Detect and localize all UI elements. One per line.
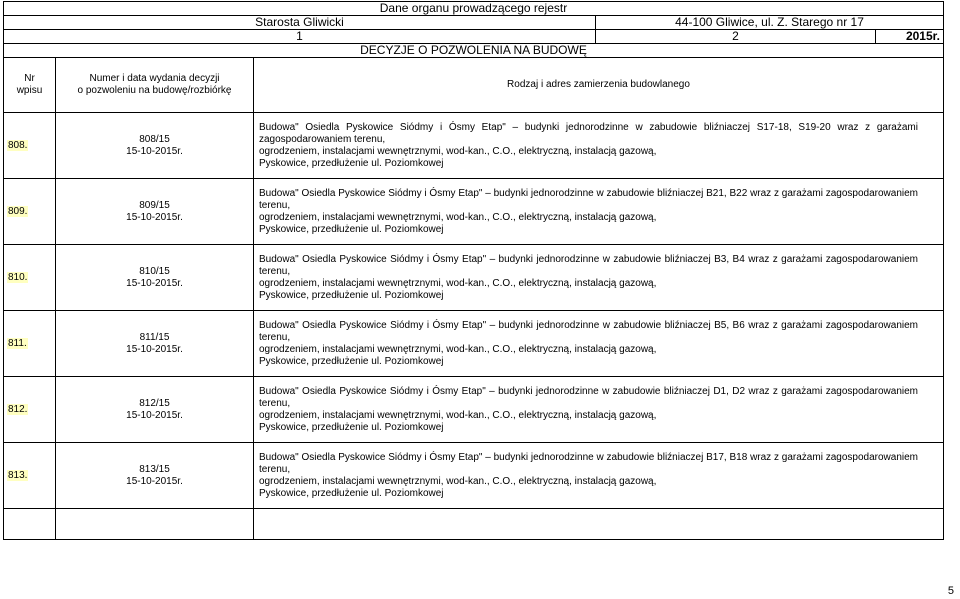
description-line: ogrodzeniem, instalacjami wewnętrznymi, wod-kan., C.O., elektryczną, instalacją gazową, xyxy=(259,343,657,355)
blank-cell xyxy=(4,509,56,540)
description-address: Pyskowice, przedłużenie ul. Poziomkowej xyxy=(259,223,444,235)
description-line: ogrodzeniem, instalacjami wewnętrznymi, wod-kan., C.O., elektryczną, instalacją gazową, xyxy=(259,409,657,421)
organ-row xyxy=(4,16,944,30)
description-line: Budowa" Osiedla Pyskowice Siódmy i Ósmy Etap" – budynki jednorodzinne w zabudowie bliźniaczej D1, D2 wraz z garażami zagospodarowaniem terenu, xyxy=(259,385,918,409)
entry-number: 810. xyxy=(4,245,56,311)
description-line: Budowa" Osiedla Pyskowice Siódmy i Ósmy Etap" – budynki jednorodzinne w zabudowie bliźniaczej B3, B4 wraz z garażami zagospodarowaniem terenu, xyxy=(259,253,918,277)
description-cell xyxy=(254,179,944,245)
column-number-1: 1 xyxy=(4,30,596,44)
table-row xyxy=(4,113,944,179)
decision-cell xyxy=(56,311,254,377)
entry-number: 813. xyxy=(4,443,56,509)
description-cell xyxy=(254,443,944,509)
decision-date: 15-10-2015r. xyxy=(126,277,183,289)
entry-number: 808. xyxy=(4,113,56,179)
table-row xyxy=(4,311,944,377)
description-column-header: Rodzaj i adres zamierzenia budowlanego xyxy=(254,58,944,113)
decision-cell xyxy=(56,245,254,311)
description-cell xyxy=(254,311,944,377)
description-line: ogrodzeniem, instalacjami wewnętrznymi, wod-kan., C.O., elektryczną, instalacją gazową, xyxy=(259,475,657,487)
description-cell xyxy=(254,245,944,311)
organ-label: Dane organu prowadzącego rejestr xyxy=(4,2,944,16)
numbering-row xyxy=(4,30,944,44)
decision-number: 813/15 xyxy=(139,463,170,475)
description-line: Budowa" Osiedla Pyskowice Siódmy i Ósmy Etap" – budynki jednorodzinne w zabudowie bliźniaczej B21, B22 wraz z garażami zagospodarowaniem terenu, xyxy=(259,187,918,211)
entry-number: 809. xyxy=(4,179,56,245)
decision-cell xyxy=(56,377,254,443)
description-address: Pyskowice, przedłużenie ul. Poziomkowej xyxy=(259,487,444,499)
blank-cell xyxy=(56,509,254,540)
title-row xyxy=(4,44,944,58)
description-address: Pyskowice, przedłużenie ul. Poziomkowej xyxy=(259,421,444,433)
organ-address: 44-100 Gliwice, ul. Z. Starego nr 17 xyxy=(596,16,944,30)
entry-number: 812. xyxy=(4,377,56,443)
decision-date: 15-10-2015r. xyxy=(126,343,183,355)
decision-number: 809/15 xyxy=(139,199,170,211)
description-line: ogrodzeniem, instalacjami wewnętrznymi, wod-kan., C.O., elektryczną, instalacją gazową, xyxy=(259,145,657,157)
nr-header-line1: Nr xyxy=(24,73,35,84)
description-cell xyxy=(254,113,944,179)
decision-date: 15-10-2015r. xyxy=(126,211,183,223)
column-number-2: 2 xyxy=(596,30,876,44)
decision-number: 810/15 xyxy=(139,265,170,277)
description-line: Budowa" Osiedla Pyskowice Siódmy i Ósmy Etap" – budynki jednorodzinne w zabudowie bliźniaczej B17, B18 wraz z garażami zagospodarowaniem terenu, xyxy=(259,451,918,475)
description-line: ogrodzeniem, instalacjami wewnętrznymi, wod-kan., C.O., elektryczną, instalacją gazową, xyxy=(259,277,657,289)
decision-number: 811/15 xyxy=(139,331,170,343)
decision-date: 15-10-2015r. xyxy=(126,409,183,421)
decision-cell xyxy=(56,113,254,179)
table-row xyxy=(4,179,944,245)
decision-number: 808/15 xyxy=(139,133,170,145)
organ-name: Starosta Gliwicki xyxy=(4,16,596,30)
decision-date: 15-10-2015r. xyxy=(126,145,183,157)
decision-header-line1: Numer i data wydania decyzji xyxy=(89,73,220,84)
description-line: Budowa" Osiedla Pyskowice Siódmy i Ósmy Etap" – budynki jednorodzinne w zabudowie bliźniaczej S17-18, S19-20 wraz z garażami zagospodarowaniem terenu, xyxy=(259,121,918,145)
register-table xyxy=(3,1,944,540)
table-row xyxy=(4,245,944,311)
decision-header-line2: o pozwoleniu na budowę/rozbiórkę xyxy=(77,85,232,96)
page-number: 5 xyxy=(947,585,954,597)
description-line: Budowa" Osiedla Pyskowice Siódmy i Ósmy Etap" – budynki jednorodzinne w zabudowie bliźniaczej B5, B6 wraz z garażami zagospodarowaniem terenu, xyxy=(259,319,918,343)
nr-header-line2: wpisu xyxy=(16,85,43,96)
blank-cell xyxy=(254,509,944,540)
decision-number: 812/15 xyxy=(139,397,170,409)
description-line: ogrodzeniem, instalacjami wewnętrznymi, wod-kan., C.O., elektryczną, instalacją gazową, xyxy=(259,211,657,223)
table-row xyxy=(4,377,944,443)
description-address: Pyskowice, przedłużenie ul. Poziomkowej xyxy=(259,289,444,301)
description-address: Pyskowice, przedłużenie ul. Poziomkowej xyxy=(259,355,444,367)
decision-date: 15-10-2015r. xyxy=(126,475,183,487)
register-title: DECYZJE O POZWOLENIA NA BUDOWĘ xyxy=(4,44,944,58)
entry-number: 811. xyxy=(4,311,56,377)
decision-cell xyxy=(56,179,254,245)
nr-column-header xyxy=(4,58,56,113)
year-label: 2015r. xyxy=(876,30,944,44)
decision-column-header xyxy=(56,58,254,113)
table-row xyxy=(4,443,944,509)
organ-label-row xyxy=(4,2,944,16)
description-address: Pyskowice, przedłużenie ul. Poziomkowej xyxy=(259,157,444,169)
blank-row xyxy=(4,509,944,540)
description-cell xyxy=(254,377,944,443)
column-header-row xyxy=(4,58,944,113)
decision-cell xyxy=(56,443,254,509)
